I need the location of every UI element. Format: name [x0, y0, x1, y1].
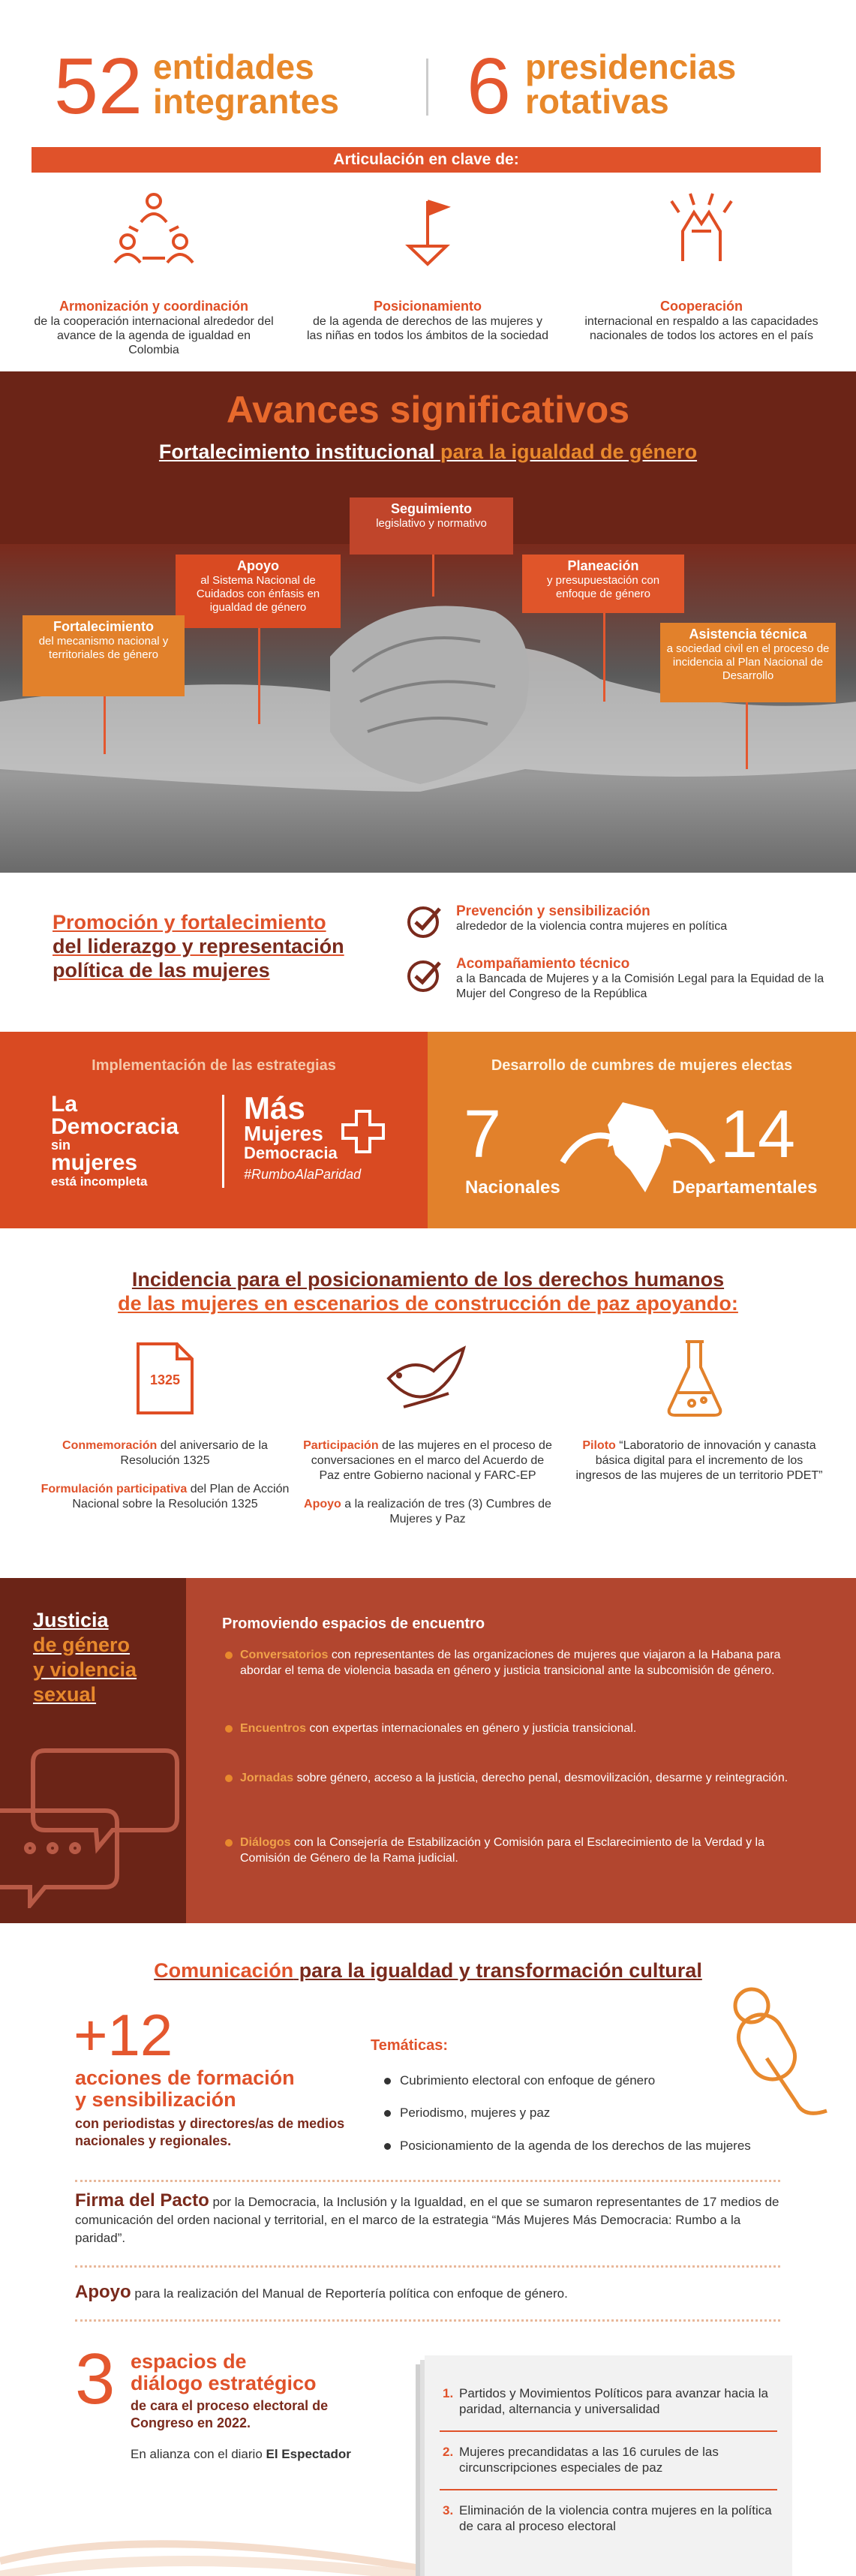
dialogo-item	[443, 2502, 773, 2534]
item-text: con expertas internacionales en género y justicia transicional.	[306, 1722, 637, 1735]
dialogo-item	[443, 2385, 773, 2417]
title-line: sexual	[33, 1683, 97, 1706]
box-text: y presupuestación con enfoque de género	[546, 574, 660, 600]
col-item	[38, 1438, 293, 1468]
box-fortalecimiento	[23, 615, 185, 696]
cumbres-panel	[428, 1032, 856, 1228]
incidencia-section	[0, 1228, 856, 1578]
tematica-item: Posicionamiento de la agenda de los derechos de las mujeres	[384, 2139, 751, 2154]
dialogo-sub: de cara el proceso electoral de Congreso en 2022.	[131, 2398, 329, 2430]
item-text: “Laboratorio de innovación y canasta básica digital para el incremento de los ingresos de las mujeres de un territorio PDET”	[575, 1439, 823, 1482]
item-bold: Conversatorios	[240, 1649, 329, 1661]
hands-cooperation-icon	[660, 186, 743, 269]
logo-hashtag: #RumboAlaParidad	[244, 1167, 362, 1182]
box-title: Planeación	[567, 558, 639, 573]
formacion-sub: con periodistas y directores/as de medios nacionales y regionales.	[75, 2116, 345, 2148]
check-circle-icon	[407, 903, 443, 939]
title-line2: de las mujeres en escenarios de construcción de paz apoyando:	[118, 1292, 738, 1315]
incidencia-col-piloto	[572, 1438, 827, 1483]
firma-text: por la Democracia, la Inclusión y la Igualdad, en el que se sumaron representantes de 17 medios de comunicación del orden nacional y territorial, en el marco de la estrategia “Más Mujeres Más Democracia: Rumbo a la paridad”.	[75, 2195, 779, 2245]
incidencia-col-resolucion	[38, 1438, 293, 1512]
incidencia-col-paz	[300, 1438, 555, 1527]
implementacion-header: Implementación de las estrategias	[92, 1057, 336, 1074]
label-line: espacios de	[131, 2350, 247, 2373]
pillar-cooperacion	[578, 186, 825, 343]
separator	[75, 2180, 780, 2182]
estrategias-section	[0, 1032, 856, 1228]
title-line1: Incidencia para el posicionamiento de los derechos humanos	[131, 1268, 725, 1291]
item-bold: Conmemoración	[62, 1439, 158, 1452]
item-number: 2.	[443, 2445, 454, 2459]
col-item	[300, 1497, 555, 1527]
promocion-title	[53, 910, 344, 982]
box-title: Seguimiento	[390, 501, 472, 516]
title-line: Justicia	[33, 1609, 109, 1631]
justicia-sidebar	[0, 1578, 186, 1923]
label-line: diálogo estratégico	[131, 2372, 317, 2394]
item-bold: Jornadas	[240, 1772, 294, 1784]
item-text: sobre género, acceso a la justicia, derecho penal, desmovilización, desarme y reintegración.	[293, 1772, 788, 1784]
firma-bold: Firma del Pacto	[75, 2190, 209, 2211]
title-part-b: para la igualdad y transformación cultural	[293, 1959, 702, 1982]
microphone-icon	[722, 1976, 849, 2126]
stat-presidencias-line2: rotativas	[525, 82, 669, 121]
item-text: del aniversario de la Resolución 1325	[120, 1439, 268, 1467]
justicia-item	[224, 1721, 794, 1736]
pillar-armonizacion	[30, 186, 278, 357]
dialogo-label	[131, 2351, 317, 2394]
tematica-item: Periodismo, mujeres y paz	[384, 2106, 550, 2121]
divider	[426, 59, 428, 116]
pillar-posicionamiento	[304, 186, 551, 343]
item-bold: Encuentros	[240, 1722, 307, 1735]
dove-icon	[381, 1341, 474, 1416]
dialogo-count: 3	[75, 2339, 116, 2419]
articulacion-banner: Articulación en clave de:	[32, 147, 821, 173]
dialogo-list-card	[425, 2355, 792, 2576]
handshake-image	[0, 544, 856, 873]
card-separator	[440, 2489, 777, 2490]
cumbres-departamentales-label: Departamentales	[672, 1177, 818, 1198]
box-text: del mecanismo nacional y territoriales de género	[38, 635, 169, 661]
item-bold: Formulación participativa	[41, 1483, 188, 1495]
firma-pacto-text	[75, 2192, 788, 2247]
label-line: y sensibilización	[75, 2088, 236, 2111]
document-1325-icon	[135, 1341, 195, 1416]
logo-divider	[222, 1095, 224, 1188]
pillar-title: Posicionamiento	[373, 299, 482, 314]
dialogo-item	[443, 2444, 773, 2475]
promocion-section	[0, 873, 856, 1032]
pillar-text: internacional en respaldo a las capacidades nacionales de todos los actores en el país	[584, 315, 818, 342]
col-item	[572, 1438, 827, 1483]
item-text: a la Bancada de Mujeres y a la Comisión Legal para la Equidad de la Mujer del Congreso de la República	[456, 972, 824, 1000]
justicia-section	[0, 1578, 856, 1923]
stat-entidades-number: 52	[54, 42, 143, 131]
logo-line: Democracia	[51, 1114, 179, 1139]
title-line2: del liderazgo y representación	[53, 935, 344, 957]
tematica-item: Cubrimiento electoral con enfoque de género	[384, 2073, 655, 2088]
item-text: con representantes de las organizaciones de mujeres que viajaron a la Habana para abordar el tema de violencia basada en género y justicia transicional ante la subcomisión de género.	[240, 1649, 781, 1677]
header-section	[0, 0, 856, 371]
item-number: 3.	[443, 2503, 454, 2517]
logo-line: La	[51, 1092, 78, 1117]
decorative-wave	[0, 2478, 420, 2576]
alianza-prefix: En alianza con el diario	[131, 2447, 266, 2461]
pillar-text: de la agenda de derechos de las mujeres y las niñas en todos los ámbitos de la sociedad	[307, 315, 548, 342]
speech-bubbles-icon	[0, 1728, 186, 1908]
item-text: Mujeres precandidatas a las 16 curules de las circunscripciones especiales de paz	[459, 2445, 719, 2475]
plus-icon	[340, 1108, 386, 1155]
avances-subtitle	[0, 440, 856, 464]
check-circle-icon	[407, 957, 443, 993]
implementacion-panel	[0, 1032, 428, 1228]
stat-presidencias-label	[525, 47, 737, 121]
apoyo-bold: Apoyo	[75, 2282, 131, 2302]
justicia-item	[224, 1835, 794, 1866]
box-apoyo	[176, 555, 341, 628]
item-text: Eliminación de la violencia contra mujeres en la política de cara al proceso electoral	[459, 2503, 772, 2533]
stat-presidencias-number: 6	[467, 42, 511, 131]
pole	[746, 694, 748, 769]
stat-entidades-line2: integrantes	[153, 82, 339, 121]
label-line: acciones de formación	[75, 2067, 295, 2089]
box-text: al Sistema Nacional de Cuidados con énfasis en igualdad de género	[196, 574, 320, 614]
cumbres-header: Desarrollo de cumbres de mujeres electas	[491, 1057, 793, 1074]
avances-title: Avances significativos	[226, 389, 630, 431]
separator	[75, 2265, 780, 2268]
stat-presidencias-line1: presidencias	[525, 47, 737, 86]
item-bold: Participación	[303, 1439, 379, 1452]
item-text: alrededor de la violencia contra mujeres en política	[456, 920, 728, 933]
pillar-title: Armonización y coordinación	[59, 299, 249, 314]
stat-entidades-line1: entidades	[153, 47, 314, 86]
logo-line: sin	[51, 1138, 71, 1153]
separator	[75, 2319, 780, 2322]
item-title: Acompañamiento técnico	[456, 956, 630, 972]
item-text: Partidos y Movimientos Políticos para avanzar hacia la paridad, alternancia y universalidad	[459, 2386, 768, 2416]
tematicas-label: Temáticas:	[371, 2037, 449, 2054]
avances-section	[0, 371, 856, 873]
justicia-item	[224, 1770, 794, 1786]
people-network-icon	[113, 186, 195, 269]
item-bold: Apoyo	[304, 1498, 341, 1510]
pillar-text: de la cooperación internacional alrededor del avance de la agenda de igualdad en Colombia	[34, 315, 274, 356]
item-text: con la Consejería de Estabilización y Comisión para el Esclarecimiento de la Verdad y la Comisión de Género de la Rama judicial.	[240, 1836, 764, 1865]
box-title: Fortalecimiento	[53, 619, 155, 634]
box-planeacion	[522, 555, 684, 613]
logo-line: Democracia	[244, 1144, 338, 1162]
handshake-photo	[0, 544, 856, 873]
card-separator	[440, 2430, 777, 2432]
stat-entidades-label	[153, 47, 339, 121]
alianza-text	[131, 2447, 351, 2462]
item-text: a la realización de tres (3) Cumbres de Mujeres y Paz	[341, 1498, 551, 1525]
document-label: 1325	[149, 1372, 181, 1387]
cumbres-nacionales-label: Nacionales	[465, 1177, 560, 1198]
logo-democracia-sin-mujeres	[51, 1093, 179, 1189]
logo-line: mujeres	[51, 1150, 138, 1175]
box-text: a sociedad civil en el proceso de incidencia al Plan Nacional de Desarrollo	[666, 642, 830, 682]
incidencia-title	[0, 1267, 856, 1315]
item-text: de las mujeres en el proceso de conversaciones en el marco del Acuerdo de Paz entre Gobierno nacional y FARC-EP	[311, 1439, 552, 1482]
item-number: 1.	[443, 2386, 454, 2400]
cumbres-departamentales-number: 14	[720, 1097, 796, 1172]
pole	[432, 552, 434, 597]
apoyo-text: para la realización del Manual de Reportería política con enfoque de género.	[131, 2286, 568, 2301]
col-item	[300, 1438, 555, 1483]
logo-line: Más	[244, 1090, 305, 1126]
formacion-count: +12	[74, 2002, 173, 2068]
col-item	[38, 1482, 293, 1512]
item-title: Prevención y sensibilización	[456, 903, 650, 919]
title-line1: Promoción y fortalecimiento	[53, 911, 326, 933]
alianza-bold: El Espectador	[266, 2447, 351, 2461]
logo-line: Mujeres	[244, 1122, 323, 1145]
item-bold: Diálogos	[240, 1836, 291, 1849]
promocion-item-prevencion	[456, 904, 727, 934]
box-seguimiento	[350, 497, 513, 555]
justicia-heading: Promoviendo espacios de encuentro	[222, 1616, 485, 1632]
formacion-label	[75, 2067, 295, 2111]
flask-icon	[665, 1337, 725, 1420]
box-title: Apoyo	[237, 558, 279, 573]
justicia-title	[33, 1608, 137, 1707]
logo-mas-mujeres	[244, 1090, 362, 1183]
subtitle-part-b: para la igualdad de género	[440, 440, 698, 463]
comunicacion-section	[0, 1923, 856, 2576]
box-asistencia	[660, 623, 836, 702]
cumbres-nacionales-number: 7	[464, 1097, 502, 1172]
title-line: de género	[33, 1634, 131, 1656]
subtitle-part-a: Fortalecimiento institucional	[158, 440, 440, 463]
title-line3: política de las mujeres	[53, 959, 270, 981]
promocion-item-acompanamiento	[456, 957, 831, 1002]
title-line: y violencia	[33, 1658, 137, 1681]
item-text: del Plan de Acción Nacional sobre la Resolución 1325	[72, 1483, 290, 1510]
pillar-title: Cooperación	[659, 299, 743, 314]
logo-line: está incompleta	[51, 1174, 148, 1189]
box-title: Asistencia técnica	[689, 627, 807, 642]
box-text: legislativo y normativo	[376, 517, 487, 530]
justicia-item	[224, 1647, 794, 1679]
title-part-a: Comunicación	[154, 1959, 294, 1982]
apoyo-manual-text	[75, 2282, 788, 2303]
flag-icon	[386, 186, 469, 269]
item-bold: Piloto	[582, 1439, 616, 1452]
